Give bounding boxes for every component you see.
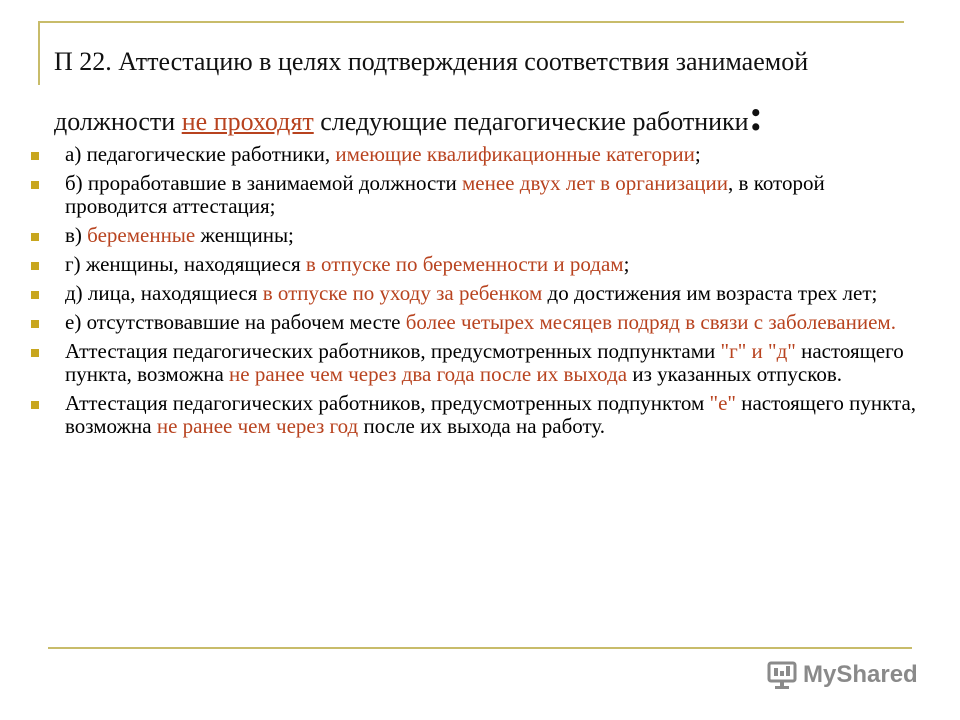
list-item xyxy=(28,282,918,305)
presentation-board-icon xyxy=(767,660,797,690)
list-item xyxy=(28,143,918,166)
item-text: настоящего пункта, возможна xyxy=(65,339,904,386)
item-text: Аттестация педагогических работников, предусмотренных подпунктами xyxy=(65,339,721,363)
title-text-2: следующие педагогические работники xyxy=(313,107,749,136)
bullet-square-icon xyxy=(31,152,39,160)
item-text: ; xyxy=(694,142,701,166)
item-text: б) проработавшие в занимаемой должности xyxy=(65,171,463,195)
bullet-square-icon xyxy=(31,233,39,241)
bullet-square-icon xyxy=(31,181,39,189)
frame-top-rule xyxy=(38,21,904,23)
frame-left-rule xyxy=(38,21,40,85)
item-highlight: "г" и "д" xyxy=(720,339,796,363)
list-item xyxy=(28,340,918,386)
bullet-square-icon xyxy=(31,262,39,270)
frame-bottom-rule xyxy=(48,647,912,649)
item-highlight: имеющие квалификационные категории xyxy=(335,142,695,166)
item-text: е) отсутствовавшие на рабочем месте xyxy=(65,310,406,334)
item-highlight: менее двух лет в организации xyxy=(462,171,729,195)
title-highlight: не проходят xyxy=(181,107,314,136)
bullet-square-icon xyxy=(31,349,39,357)
myshared-logo[interactable] xyxy=(767,658,918,692)
bullet-square-icon xyxy=(31,401,39,409)
list-item xyxy=(28,172,918,218)
item-highlight: не ранее чем через год xyxy=(156,414,359,438)
item-highlight: в отпуске по уходу за ребенком xyxy=(262,281,543,305)
item-text: до достижения им возраста трех лет; xyxy=(542,281,878,305)
slide-title xyxy=(54,32,904,152)
item-text: из указанных отпусков. xyxy=(627,362,843,386)
item-text: д) лица, находящиеся xyxy=(65,281,263,305)
list-item xyxy=(28,224,918,247)
bullet-list xyxy=(28,143,918,444)
item-text: Аттестация педагогических работников, предусмотренных подпунктом xyxy=(65,391,710,415)
item-highlight: в отпуске по беременности и родам xyxy=(305,252,624,276)
item-highlight: более четырех месяцев подряд в связи с заболеванием. xyxy=(405,310,896,334)
item-text: г) женщины, находящиеся xyxy=(65,252,306,276)
bullet-square-icon xyxy=(31,291,39,299)
item-highlight: беременные xyxy=(87,223,196,247)
title-text-1: П 22. Аттестацию в целях подтверждения соответствия занимаемой должности xyxy=(54,47,809,136)
item-highlight: "е" xyxy=(709,391,736,415)
logo-text: MyShared xyxy=(803,661,918,688)
list-item xyxy=(28,392,918,438)
item-text: а) педагогические работники, xyxy=(65,142,336,166)
list-item xyxy=(28,253,918,276)
bullet-square-icon xyxy=(31,320,39,328)
item-highlight: не ранее чем через два года после их выхода xyxy=(229,362,628,386)
item-text: настоящего пункта, возможна xyxy=(65,391,917,438)
item-text: в) xyxy=(65,223,88,247)
item-text: ; xyxy=(623,252,630,276)
list-item xyxy=(28,311,918,334)
title-colon: : xyxy=(748,91,764,140)
item-text: женщины; xyxy=(195,223,294,247)
item-text: , в которой проводится аттестация; xyxy=(65,171,825,218)
item-text: после их выхода на работу. xyxy=(358,414,606,438)
